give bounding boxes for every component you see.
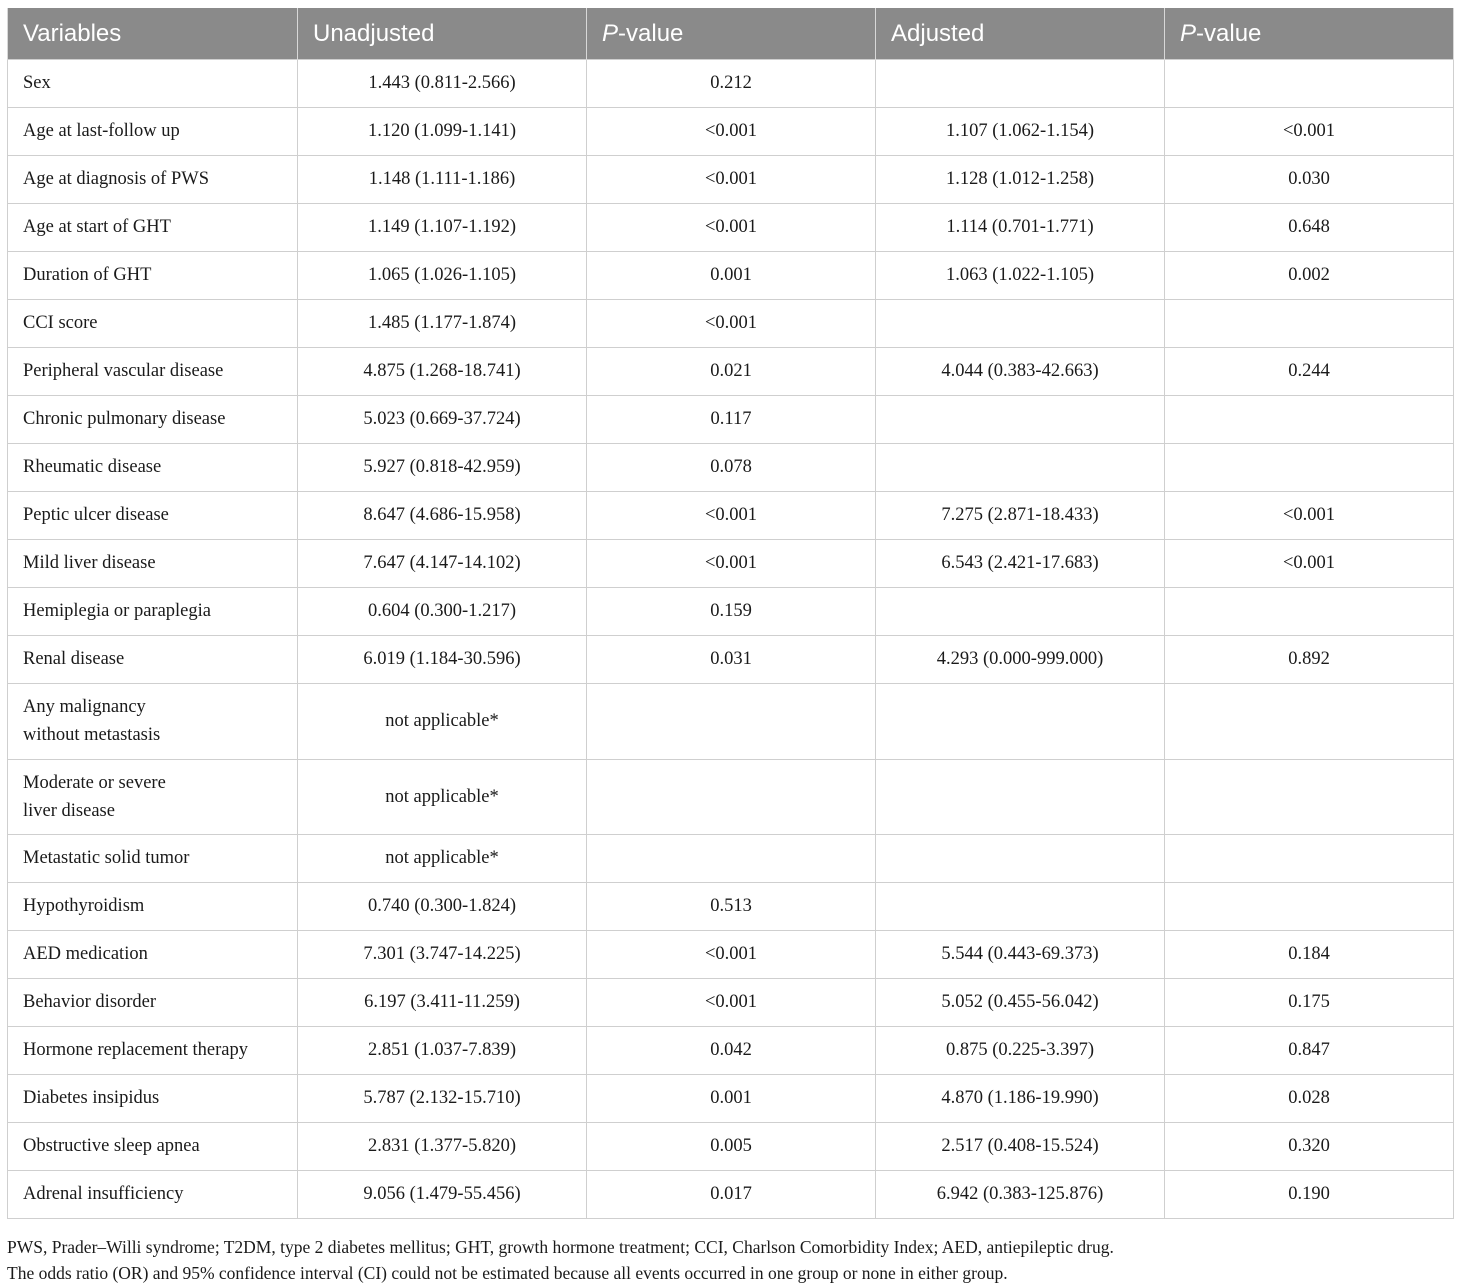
- cell-unadjusted: 6.019 (1.184-30.596): [298, 636, 587, 684]
- table-body: [8, 60, 1454, 1219]
- cell-adjusted: [876, 444, 1165, 492]
- cell-p-adjusted: 0.028: [1165, 1075, 1454, 1123]
- table-row: [8, 1075, 1454, 1123]
- cell-p-adjusted: [1165, 60, 1454, 108]
- footnote-not-applicable: The odds ratio (OR) and 95% confidence interval (CI) could not be estimated because all events occurred in one group or none in either group.: [7, 1263, 1008, 1283]
- cell-unadjusted: 1.065 (1.026-1.105): [298, 252, 587, 300]
- cell-p-unadjusted: 0.021: [587, 348, 876, 396]
- table-row: [8, 684, 1454, 760]
- cell-p-unadjusted: <0.001: [587, 931, 876, 979]
- cell-p-adjusted: <0.001: [1165, 108, 1454, 156]
- table-row: [8, 931, 1454, 979]
- table-row: [8, 348, 1454, 396]
- cell-adjusted: 1.114 (0.701-1.771): [876, 204, 1165, 252]
- cell-variable: Peripheral vascular disease: [8, 348, 298, 396]
- cell-p-adjusted: 0.002: [1165, 252, 1454, 300]
- cell-p-adjusted: 0.892: [1165, 636, 1454, 684]
- cell-unadjusted: 4.875 (1.268-18.741): [298, 348, 587, 396]
- cell-p-adjusted: [1165, 396, 1454, 444]
- table-row: [8, 540, 1454, 588]
- table-row: [8, 396, 1454, 444]
- cell-adjusted: [876, 396, 1165, 444]
- cell-p-unadjusted: 0.001: [587, 252, 876, 300]
- table-row: [8, 835, 1454, 883]
- cell-p-unadjusted: 0.042: [587, 1027, 876, 1075]
- cell-unadjusted: 2.831 (1.377-5.820): [298, 1123, 587, 1171]
- cell-unadjusted: 8.647 (4.686-15.958): [298, 492, 587, 540]
- cell-unadjusted: 9.056 (1.479-55.456): [298, 1171, 587, 1219]
- cell-p-unadjusted: 0.031: [587, 636, 876, 684]
- cell-unadjusted: 5.927 (0.818-42.959): [298, 444, 587, 492]
- cell-p-adjusted: 0.190: [1165, 1171, 1454, 1219]
- cell-unadjusted: 5.787 (2.132-15.710): [298, 1075, 587, 1123]
- cell-p-unadjusted: <0.001: [587, 492, 876, 540]
- cell-unadjusted: 1.120 (1.099-1.141): [298, 108, 587, 156]
- cell-unadjusted: 5.023 (0.669-37.724): [298, 396, 587, 444]
- cell-adjusted: [876, 300, 1165, 348]
- cell-p-unadjusted: 0.005: [587, 1123, 876, 1171]
- cell-p-unadjusted: <0.001: [587, 108, 876, 156]
- cell-variable: Age at last-follow up: [8, 108, 298, 156]
- table-row: [8, 883, 1454, 931]
- table-footnotes: [7, 1234, 1114, 1286]
- cell-unadjusted: 2.851 (1.037-7.839): [298, 1027, 587, 1075]
- footnote-abbreviations: PWS, Prader–Willi syndrome; T2DM, type 2 diabetes mellitus; GHT, growth hormone treatment; CCI, Charlson Comorbidity Index; AED, antiepileptic drug.: [7, 1237, 1114, 1257]
- cell-variable: Hormone replacement therapy: [8, 1027, 298, 1075]
- cell-variable: Duration of GHT: [8, 252, 298, 300]
- table-row: [8, 588, 1454, 636]
- cell-adjusted: [876, 759, 1165, 835]
- cell-variable: Metastatic solid tumor: [8, 835, 298, 883]
- header-variables: Variables: [8, 8, 298, 60]
- cell-p-unadjusted: [587, 835, 876, 883]
- cell-unadjusted: not applicable*: [298, 835, 587, 883]
- header-p-value-unadjusted: P-value: [587, 8, 876, 60]
- cell-p-unadjusted: 0.001: [587, 1075, 876, 1123]
- cell-variable: Moderate or severe liver disease: [8, 759, 298, 835]
- table-row: [8, 1123, 1454, 1171]
- table-row: [8, 636, 1454, 684]
- table-row: [8, 156, 1454, 204]
- cell-p-unadjusted: [587, 684, 876, 760]
- table-row: [8, 252, 1454, 300]
- cell-unadjusted: 1.149 (1.107-1.192): [298, 204, 587, 252]
- cell-adjusted: [876, 60, 1165, 108]
- table-row: [8, 444, 1454, 492]
- cell-unadjusted: 7.301 (3.747-14.225): [298, 931, 587, 979]
- cell-adjusted: 7.275 (2.871-18.433): [876, 492, 1165, 540]
- cell-p-unadjusted: <0.001: [587, 540, 876, 588]
- cell-p-adjusted: 0.244: [1165, 348, 1454, 396]
- cell-unadjusted: 1.485 (1.177-1.874): [298, 300, 587, 348]
- cell-adjusted: [876, 684, 1165, 760]
- cell-p-adjusted: 0.320: [1165, 1123, 1454, 1171]
- cell-p-unadjusted: 0.212: [587, 60, 876, 108]
- cell-p-unadjusted: <0.001: [587, 979, 876, 1027]
- header-unadjusted: Unadjusted: [298, 8, 587, 60]
- table-header-row: [8, 8, 1454, 60]
- cell-adjusted: 4.870 (1.186-19.990): [876, 1075, 1165, 1123]
- cell-variable: Any malignancy without metastasis: [8, 684, 298, 760]
- cell-p-adjusted: [1165, 444, 1454, 492]
- cell-p-adjusted: 0.648: [1165, 204, 1454, 252]
- cell-p-unadjusted: 0.078: [587, 444, 876, 492]
- cell-variable: CCI score: [8, 300, 298, 348]
- cell-p-adjusted: [1165, 588, 1454, 636]
- cell-p-unadjusted: 0.117: [587, 396, 876, 444]
- table-row: [8, 759, 1454, 835]
- header-p-value-adjusted: P-value: [1165, 8, 1454, 60]
- table-row: [8, 108, 1454, 156]
- cell-variable: Obstructive sleep apnea: [8, 1123, 298, 1171]
- cell-variable: AED medication: [8, 931, 298, 979]
- cell-unadjusted: not applicable*: [298, 759, 587, 835]
- table-row: [8, 1171, 1454, 1219]
- cell-unadjusted: 1.148 (1.111-1.186): [298, 156, 587, 204]
- header-adjusted: Adjusted: [876, 8, 1165, 60]
- odds-ratio-table: [7, 8, 1454, 1219]
- cell-adjusted: 0.875 (0.225-3.397): [876, 1027, 1165, 1075]
- cell-adjusted: 6.942 (0.383-125.876): [876, 1171, 1165, 1219]
- table-row: [8, 300, 1454, 348]
- cell-adjusted: [876, 883, 1165, 931]
- cell-variable: Diabetes insipidus: [8, 1075, 298, 1123]
- table-row: [8, 1027, 1454, 1075]
- cell-p-adjusted: <0.001: [1165, 540, 1454, 588]
- cell-p-unadjusted: 0.159: [587, 588, 876, 636]
- cell-p-adjusted: 0.847: [1165, 1027, 1454, 1075]
- table-row: [8, 979, 1454, 1027]
- cell-adjusted: 1.128 (1.012-1.258): [876, 156, 1165, 204]
- cell-variable: Behavior disorder: [8, 979, 298, 1027]
- cell-variable: Rheumatic disease: [8, 444, 298, 492]
- cell-p-adjusted: [1165, 883, 1454, 931]
- cell-adjusted: 5.052 (0.455-56.042): [876, 979, 1165, 1027]
- cell-p-adjusted: [1165, 759, 1454, 835]
- cell-variable: Renal disease: [8, 636, 298, 684]
- cell-unadjusted: 6.197 (3.411-11.259): [298, 979, 587, 1027]
- cell-p-unadjusted: [587, 759, 876, 835]
- cell-variable: Hemiplegia or paraplegia: [8, 588, 298, 636]
- cell-p-adjusted: 0.030: [1165, 156, 1454, 204]
- cell-variable: Peptic ulcer disease: [8, 492, 298, 540]
- cell-unadjusted: not applicable*: [298, 684, 587, 760]
- cell-variable: Age at diagnosis of PWS: [8, 156, 298, 204]
- table-row: [8, 492, 1454, 540]
- cell-variable: Hypothyroidism: [8, 883, 298, 931]
- cell-p-adjusted: [1165, 300, 1454, 348]
- table-row: [8, 204, 1454, 252]
- cell-p-adjusted: 0.175: [1165, 979, 1454, 1027]
- cell-adjusted: 5.544 (0.443-69.373): [876, 931, 1165, 979]
- cell-variable: Chronic pulmonary disease: [8, 396, 298, 444]
- cell-unadjusted: 7.647 (4.147-14.102): [298, 540, 587, 588]
- cell-p-adjusted: <0.001: [1165, 492, 1454, 540]
- cell-adjusted: 4.293 (0.000-999.000): [876, 636, 1165, 684]
- cell-adjusted: 4.044 (0.383-42.663): [876, 348, 1165, 396]
- cell-p-unadjusted: 0.513: [587, 883, 876, 931]
- cell-adjusted: 1.107 (1.062-1.154): [876, 108, 1165, 156]
- cell-p-unadjusted: <0.001: [587, 204, 876, 252]
- cell-unadjusted: 1.443 (0.811-2.566): [298, 60, 587, 108]
- cell-unadjusted: 0.740 (0.300-1.824): [298, 883, 587, 931]
- table-row: [8, 60, 1454, 108]
- cell-adjusted: 1.063 (1.022-1.105): [876, 252, 1165, 300]
- cell-p-unadjusted: 0.017: [587, 1171, 876, 1219]
- cell-adjusted: 2.517 (0.408-15.524): [876, 1123, 1165, 1171]
- table-container: [7, 8, 1453, 1219]
- cell-p-unadjusted: <0.001: [587, 300, 876, 348]
- cell-adjusted: 6.543 (2.421-17.683): [876, 540, 1165, 588]
- cell-p-adjusted: [1165, 684, 1454, 760]
- cell-variable: Age at start of GHT: [8, 204, 298, 252]
- cell-adjusted: [876, 835, 1165, 883]
- cell-unadjusted: 0.604 (0.300-1.217): [298, 588, 587, 636]
- cell-p-adjusted: [1165, 835, 1454, 883]
- cell-adjusted: [876, 588, 1165, 636]
- cell-variable: Mild liver disease: [8, 540, 298, 588]
- cell-variable: Adrenal insufficiency: [8, 1171, 298, 1219]
- cell-variable: Sex: [8, 60, 298, 108]
- cell-p-adjusted: 0.184: [1165, 931, 1454, 979]
- cell-p-unadjusted: <0.001: [587, 156, 876, 204]
